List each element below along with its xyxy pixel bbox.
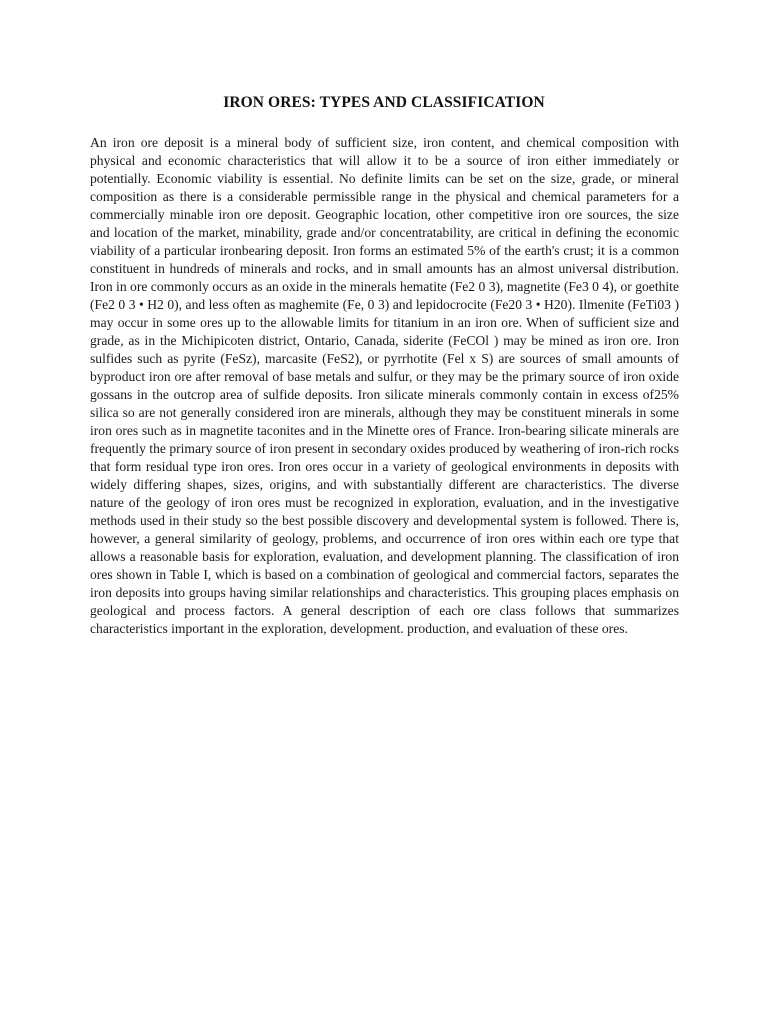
body-paragraph: An iron ore deposit is a mineral body of sufficient size, iron content, and chemical composition with physical and economic characteristics that will allow it to be a source of iron either immediately or potentially. Economic viability is essential. No definite limits can be set on the size, grade, or mineral composition as there is a considerable permissible range in the physical and chemical parameters for a commercially minable iron ore deposit. Geographic location, other competitive iron ore sources, the size and location of the market, minability, grade and/or concentratability, are critical in defining the economic viability of a particular ironbearing deposit. Iron forms an estimated 5% of the earth's crust; it is a common constituent in hundreds of minerals and rocks, and in small amounts has an almost universal distribution. Iron in ore commonly occurs as an oxide in the minerals hematite (Fe2 0 3), magnetite (Fe3 0 4), or goethite (Fe2 0 3 • H2 0), and less often as maghemite (Fe, 0 3) and lepidocrocite (Fe20 3 • H20). Ilmenite (FeTi03 ) may occur in some ores up to the allowable limits for titanium in an iron ore. When of sufficient size and grade, as in the Michipicoten district, Ontario, Canada, siderite (FeCOl ) may be mined as iron ore. Iron sulfides such as pyrite (FeSz), marcasite (FeS2), or pyrrhotite (Fel x S) are sources of small amounts of byproduct iron ore after removal of base metals and sulfur, or they may be the primary source of iron oxide gossans in the outcrop area of sulfide deposits. Iron silicate minerals commonly contain in excess of25% silica so are not generally considered iron are minerals, although they may be constituent minerals in some iron ores such as in magnetite taconites and in the Minette ores of France. Iron-bearing silicate minerals are frequently the primary source of iron present in secondary oxides produced by weathering of iron-rich rocks that form residual type iron ores. Iron ores occur in a variety of geological environments in deposits with widely differing shapes, sizes, origins, and with substantially different are characteristics. The diverse nature of the geology of iron ores must be recognized in exploration, evaluation, and in the investigative methods used in their study so the best possible discovery and developmental system is followed. There is, however, a general similarity of geology, problems, and occurrence of iron ores within each ore type that allows a reasonable basis for exploration, evaluation, and development planning. The classification of iron ores shown in Table I, which is based on a combination of geological and commercial factors, separates the iron deposits into groups having similar relationships and characteristics. This grouping places emphasis on geological and process factors. A general description of each ore class follows that summarizes characteristics important in the exploration, development. production, and evaluation of these ores. [90,135,679,636]
document-title: IRON ORES: TYPES AND CLASSIFICATION [223,94,545,111]
